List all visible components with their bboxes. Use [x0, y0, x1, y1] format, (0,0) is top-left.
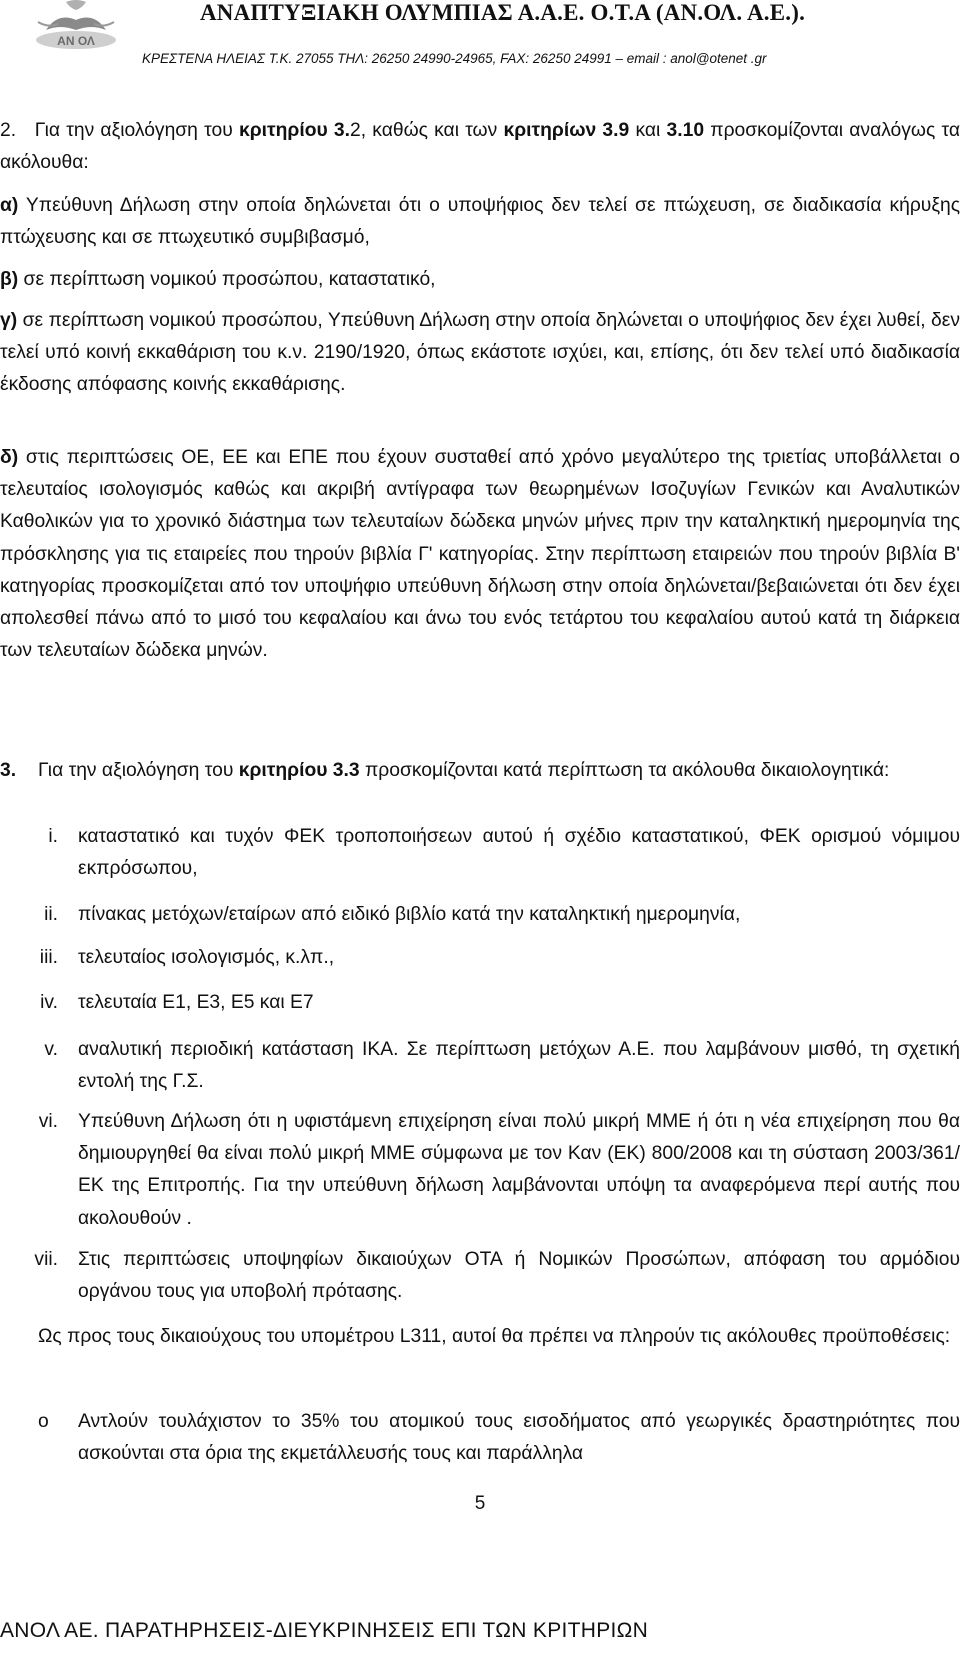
section2-delta [0, 442, 960, 667]
beneficiaries-paragraph: Ως προς τους δικαιούχους του υπομέτρου L311, αυτοί θα πρέπει να πληρούν τις ακόλουθες προϋποθέσεις: [38, 1326, 951, 1347]
list-item-label: ii. [44, 904, 58, 925]
list-item: καταστατικό και τυχόν ΦΕΚ τροποποιήσεων αυτού ή σχέδιο καταστατικού, ΦΕΚ ορισμού νόμιμου εκπρόσωπου, [78, 826, 960, 880]
section3-number: 3. [0, 760, 17, 781]
list-item: αναλυτική περιοδική κατάσταση ΙΚΑ. Σε περίπτωση μετόχων Α.Ε. που λαμβάνουν μισθό, τη σχετική εντολή της Γ.Σ. [78, 1039, 960, 1093]
bullet-marker: o [38, 1411, 49, 1432]
intro-text: 2, καθώς και των [350, 120, 504, 141]
section2-number: 2. [0, 120, 17, 141]
item-text: Υπεύθυνη Δήλωση στην οποία δηλώνεται ότι ο υποψήφιος δεν τελεί σε πτώχευση, σε διαδικασία κήρυξης πτώχευσης και σε πτωχευτικό συμβιβασμό, [0, 195, 960, 249]
organization-contact: ΚΡΕΣΤΕΝΑ ΗΛΕΙΑΣ Τ.Κ. 27055 ΤΗΛ: 26250 24990-24965, FAX: 26250 24991 – email : anol@otenet .gr [142, 51, 767, 66]
intro-text: και [629, 120, 667, 141]
bold-criterion: 3.10 [666, 120, 705, 141]
item-label: α) [0, 195, 19, 216]
page-number: 5 [474, 1493, 486, 1514]
item-text: στις περιπτώσεις ΟΕ, ΕΕ και ΕΠΕ που έχουν συσταθεί από χρόνο μεγαλύτερο της τριετίας υποβάλλεται ο τελευταίος ισολογισμός καθώς και ακριβή αντίγραφα των θεωρημένων Ισοζυγίων Γενικών και Αναλυτικών Καθολικών για το χρονικό διάστημα των τελευταίων δώδεκα μηνών μήνες πριν την καταληκτική ημερομηνία της πρόσκλησης για τις εταιρείες που τηρούν βιβλία Γ' κατηγορίας. Στην περίπτωση εταιρειών που τηρούν βιβλία Β' κατηγορίας προσκομίζεται από τον υποψήφιο υπεύθυνη δήλωση στην οποία δηλώνεται/βεβαιώνεται ότι δεν έχει απολεσθεί πάνω από το μισό του κεφαλαίου και άνω του ενός τετάρτου του κεφαλαίου αυτού κατά τη διάρκεια των τελευταίων δώδεκα μηνών. [0, 447, 960, 662]
list-item-label: iv. [40, 992, 58, 1013]
bold-criterion: κριτηρίου 3.3 [238, 760, 360, 781]
section2-alpha [0, 190, 960, 254]
section3-intro [38, 755, 960, 787]
intro-text: προσκομίζονται αναλόγως τα ακόλουθα: [0, 120, 960, 174]
anol-logo [28, 0, 124, 50]
item-label: γ) [0, 310, 18, 331]
intro-text: Για την αξιολόγηση του [34, 120, 239, 141]
logo-lettering: ΑΝ ΟΛ [57, 34, 95, 48]
bold-criterion: κριτηρίου 3. [238, 120, 350, 141]
list-item-label: vi. [38, 1111, 58, 1132]
section2-intro [0, 115, 960, 179]
list-item-label: iii. [39, 947, 58, 968]
page-footer: ΑΝΟΛ ΑΕ. ΠΑΡΑΤΗΡΗΣΕΙΣ-ΔΙΕΥΚΡΙΝΗΣΕΙΣ ΕΠΙ ΤΩΝ ΚΡΙΤΗΡΙΩΝ [0, 1619, 649, 1642]
intro-text: Για την αξιολόγηση του [38, 760, 239, 781]
item-label: δ) [0, 447, 19, 468]
bold-criterion: κριτηρίων 3.9 [503, 120, 630, 141]
list-item: Υπεύθυνη Δήλωση ότι η υφιστάμενη επιχείρηση είναι πολύ μικρή ΜΜΕ ή ότι η νέα επιχείρηση που θα δημιουργηθεί θα είναι πολύ μικρή ΜΜΕ σύμφωνα με τον Καν (ΕΚ) 800/2008 και τη σύσταση 2003/361/ΕΚ της Επιτροπής. Για την υπεύθυνη δήλωση λαμβάνονται υπόψη τα αναφερόμενα περί αυτής που ακολουθούν . [78, 1111, 960, 1229]
list-item: Στις περιπτώσεις υποψηφίων δικαιούχων ΟΤΑ ή Νομικών Προσώπων, απόφαση του αρμόδιου οργάνου τους για υποβολή πρότασης. [78, 1249, 960, 1303]
list-item-label: vii. [34, 1249, 58, 1270]
list-item-label: v. [44, 1039, 58, 1060]
list-item: τελευταία Ε1, Ε3, Ε5 και Ε7 [78, 992, 314, 1013]
item-text: σε περίπτωση νομικού προσώπου, καταστατικό, [18, 269, 436, 290]
list-item: τελευταίος ισολογισμός, κ.λπ., [78, 947, 335, 968]
list-item-label: i. [48, 826, 58, 847]
list-item: πίνακας μετόχων/εταίρων από ειδικό βιβλίο κατά την καταληκτική ημερομηνία, [78, 904, 741, 925]
item-label: β) [0, 269, 19, 290]
bullet-text: Αντλούν τουλάχιστον το 35% του ατομικού τους εισοδήματος από γεωργικές δραστηριότητες που ασκούνται στα όρια της εκμετάλλευσής τους και παράλληλα [78, 1411, 960, 1465]
item-text: σε περίπτωση νομικού προσώπου, Υπεύθυνη Δήλωση στην οποία δηλώνεται ο υποψήφιος δεν έχει λυθεί, δεν τελεί υπό κοινή εκκαθάριση του κ.ν. 2190/1920, όπως εκάστοτε ισχύει, και, επίσης, ότι δεν τελεί υπό διαδικασία έκδοσης απόφασης κοινής εκκαθάρισης. [0, 310, 960, 396]
organization-title: ΑΝΑΠΤΥΞΙΑΚΗ ΟΛΥΜΠΙΑΣ Α.Α.Ε. Ο.Τ.Α (ΑΝ.ΟΛ. Α.Ε.). [200, 0, 806, 25]
intro-text: προσκομίζονται κατά περίπτωση τα ακόλουθα δικαιολογητικά: [359, 760, 890, 781]
section2-beta [0, 264, 960, 296]
section2-gamma [0, 305, 960, 402]
